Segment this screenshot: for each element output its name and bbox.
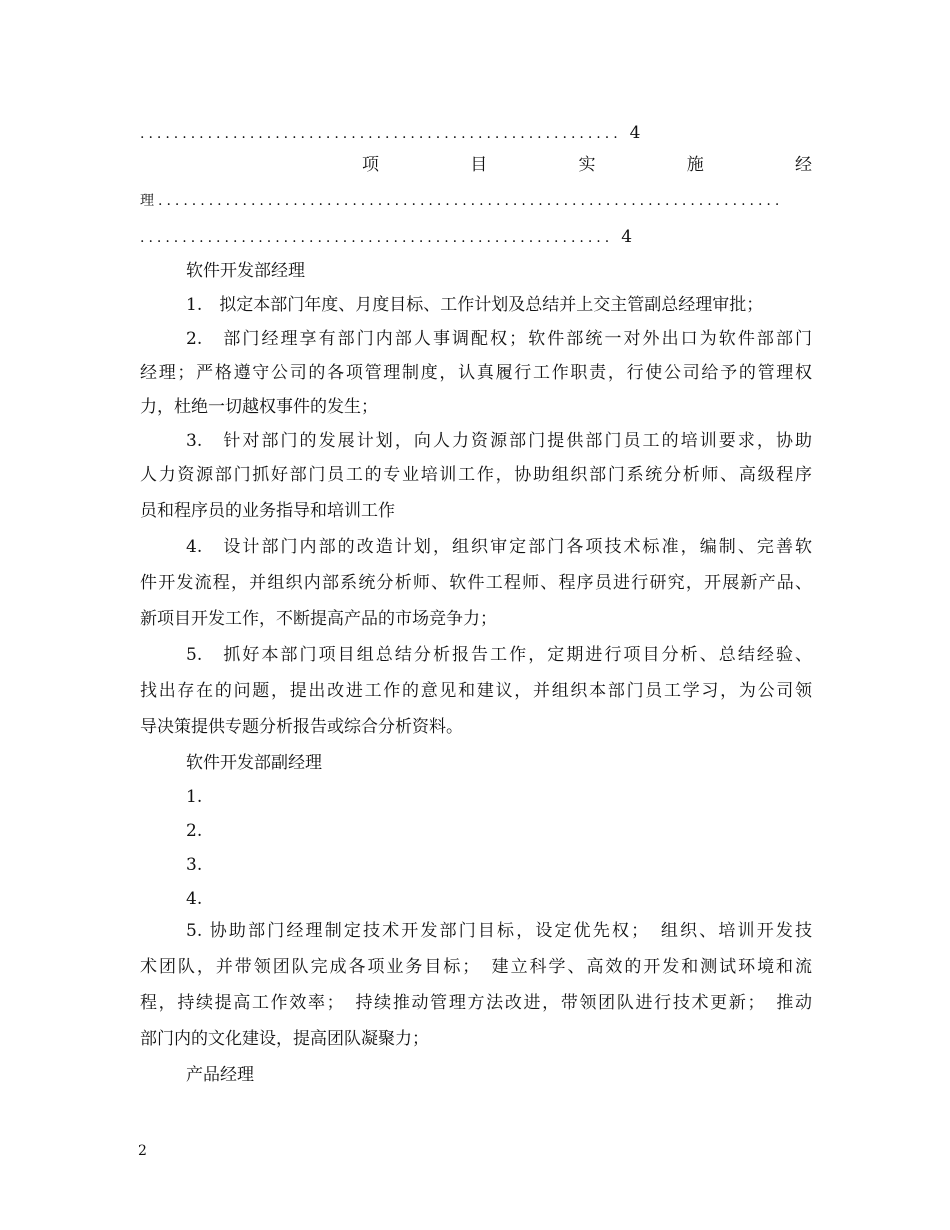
toc-char: 经 (795, 155, 812, 175)
toc-leader-text: 理.......................................................................... (140, 193, 784, 209)
list-item-number: 3. (186, 855, 203, 875)
paragraph-line: 部门内的文化建设，提高团队凝聚力； (140, 1029, 429, 1049)
toc-leader-dots: ......................................................... (140, 126, 622, 142)
toc-char: 实 (578, 155, 596, 175)
toc-char: 施 (686, 155, 704, 175)
toc-char: 目 (470, 155, 488, 175)
paragraph-line: 4. 设计部门内部的改造计划，组织审定部门各项技术标准，编制、完善软 (186, 537, 812, 557)
toc-page-number: 4 (629, 123, 641, 143)
paragraph-line: 2. 部门经理享有部门内部人事调配权；软件部统一对外出口为软件部部门 (186, 329, 812, 349)
paragraph-line: 导决策提供专题分析报告或综合分析资料。 (140, 717, 463, 737)
toc-entry-line (140, 116, 812, 151)
section-heading: 软件开发部经理 (186, 261, 305, 281)
paragraph-line: 5. 协助部门经理制定技术开发部门目标，设定优先权； 组织、培训开发技 (186, 921, 812, 941)
toc-entry-line (140, 220, 812, 255)
toc-page-number: 4 (621, 227, 633, 247)
paragraph-line: 1. 拟定本部门年度、月度目标、工作计划及总结并上交主管副总经理审批； (186, 295, 764, 315)
paragraph-line: 术团队，并带领团队完成各项业务目标； 建立科学、高效的开发和测试环境和流 (140, 957, 812, 977)
paragraph-line: 人力资源部门抓好部门员工的专业培训工作，协助组织部门系统分析师、高级程序 (140, 465, 812, 485)
toc-entry-line (140, 184, 812, 218)
toc-spread-heading (362, 148, 812, 182)
paragraph-line: 经理；严格遵守公司的各项管理制度，认真履行工作职责，行使公司给予的管理权 (140, 363, 812, 383)
list-item-number: 1. (186, 787, 203, 807)
paragraph-line: 员和程序员的业务指导和培训工作 (140, 501, 395, 521)
section-heading: 产品经理 (186, 1065, 254, 1085)
toc-leader-dots: ........................................................ (140, 230, 614, 246)
list-item-number: 2. (186, 821, 203, 841)
paragraph-line: 新项目开发工作，不断提高产品的市场竞争力； (140, 609, 497, 629)
paragraph-line: 5. 抓好本部门项目组总结分析报告工作，定期进行项目分析、总结经验、 (186, 645, 812, 665)
toc-char: 项 (362, 155, 379, 175)
paragraph-line: 3. 针对部门的发展计划，向人力资源部门提供部门员工的培训要求，协助 (186, 431, 812, 451)
paragraph-line: 找出存在的问题，提出改进工作的意见和建议，并组织本部门员工学习，为公司领 (140, 681, 812, 701)
paragraph-line: 力，杜绝一切越权事件的发生； (140, 397, 378, 417)
section-heading: 软件开发部副经理 (186, 753, 322, 773)
paragraph-line: 程，持续提高工作效率； 持续推动管理方法改进，带领团队进行技术更新； 推动 (140, 993, 812, 1013)
list-item-number: 4. (186, 889, 203, 909)
paragraph-line: 件开发流程，并组织内部系统分析师、软件工程师、程序员进行研究，开展新产品、 (140, 573, 812, 593)
page-number: 2 (138, 1143, 147, 1159)
